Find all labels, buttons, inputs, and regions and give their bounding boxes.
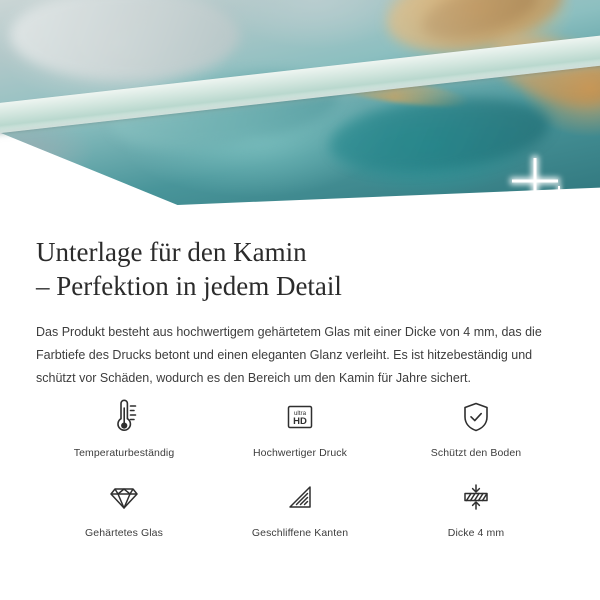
diamond-icon — [103, 475, 145, 519]
svg-text:ultra: ultra — [293, 410, 307, 418]
feature-item-thickness — [388, 475, 564, 555]
shield-check-icon — [455, 395, 497, 439]
page-title-line-2: – Perfektion in jedem Detail — [36, 271, 342, 301]
marble-swirl-grey — [10, 0, 240, 80]
feature-item-floor-protection — [388, 395, 564, 475]
description-paragraph: Das Produkt besteht aus hochwertigem gehärtetem Glas mit einer Dicke von 4 mm, das die Farbtiefe des Drucks betont und einen eleganten Glanz verleiht. Es ist hitzebeständig und schützt vor Schäden, wodurch es den Bereich um den Kamin für Jahre sichert. — [36, 325, 542, 385]
hero-product-image — [0, 0, 600, 215]
page-title-line-1: Unterlage für den Kamin — [36, 237, 307, 267]
feature-grid — [36, 395, 564, 555]
feature-label: Geschliffene Kanten — [251, 527, 349, 539]
feature-label: Dicke 4 mm — [447, 527, 505, 539]
thickness-icon — [455, 475, 497, 519]
thermometer-icon — [103, 395, 145, 439]
ultra-hd-icon — [279, 395, 321, 439]
svg-text:HD: HD — [293, 416, 307, 428]
page-title — [36, 235, 556, 303]
feature-label: Temperaturbeständig — [73, 447, 175, 459]
feature-label: Schützt den Boden — [430, 447, 522, 459]
polished-edges-icon — [279, 475, 321, 519]
description-content — [0, 215, 600, 539]
feature-item-polished-edges — [212, 475, 388, 555]
feature-item-tempered-glass — [36, 475, 212, 555]
feature-label: Gehärtetes Glas — [85, 527, 163, 539]
feature-label: Hochwertiger Druck — [253, 447, 347, 459]
sparkle-small-icon — [548, 186, 570, 208]
hero-image-clip — [0, 0, 600, 215]
feature-item-temperature-resistant — [36, 395, 212, 475]
feature-item-high-quality-print — [212, 395, 388, 475]
